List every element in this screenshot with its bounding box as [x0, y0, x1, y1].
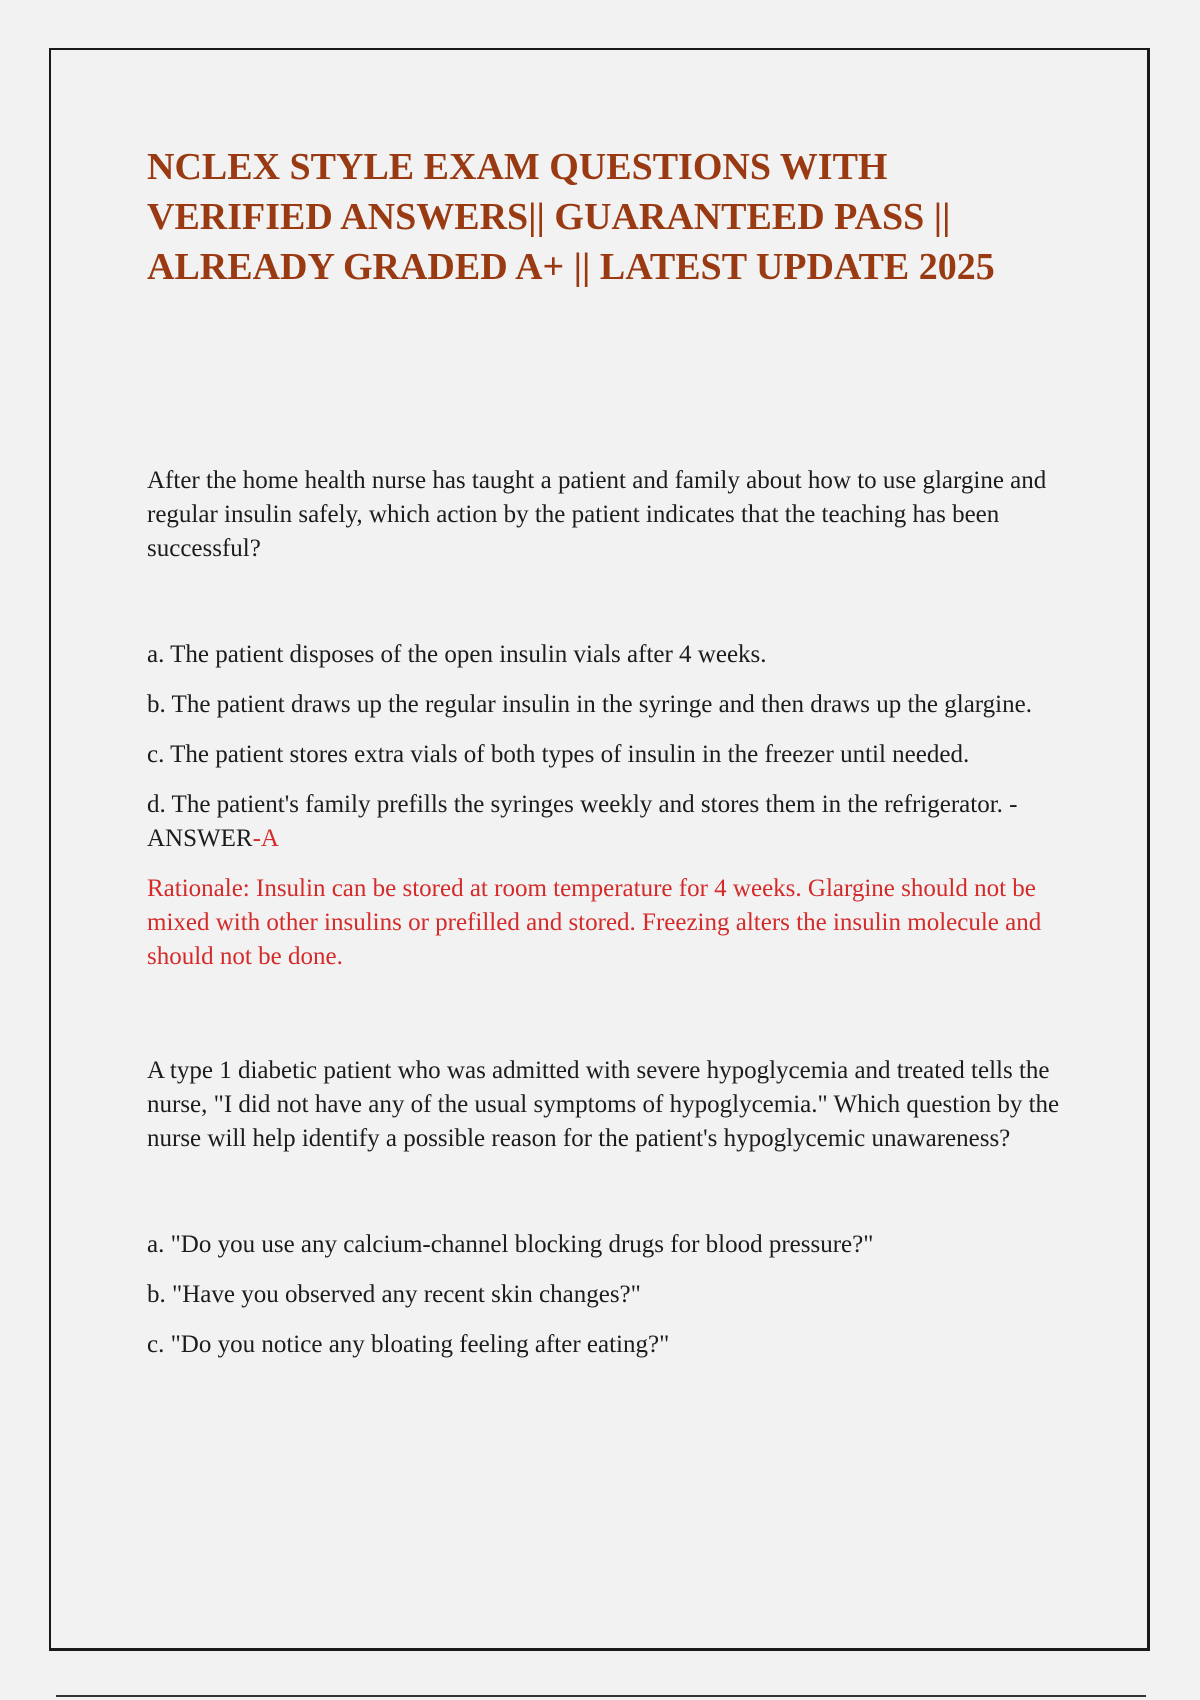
question-1-option-a: a. The patient disposes of the open insulin vials after 4 weeks.	[147, 641, 767, 668]
question-2-option-c: c. "Do you notice any bloating feeling after eating?"	[147, 1331, 670, 1358]
question-2-option-a: a. "Do you use any calcium-channel blocking drugs for blood pressure?"	[147, 1231, 874, 1258]
question-1-option-c: c. The patient stores extra vials of both types of insulin in the freezer until needed.	[147, 741, 970, 768]
question-1-answer-marker: -A	[252, 825, 279, 852]
question-2-text: A type 1 diabetic patient who was admitted with severe hypoglycemia and treated tells the nurse, "I did not have any of the usual symptoms of hypoglycemia." Which question by the nurse will help identify a possible reason for the patient's hypoglycemic unawareness?	[147, 1057, 1060, 1152]
question-1-options	[147, 638, 1107, 856]
question-1-option-b: b. The patient draws up the regular insulin in the syringe and then draws up the glargine.	[147, 691, 1032, 718]
question-2-options	[147, 1228, 1107, 1362]
question-1-rationale: Rationale: Insulin can be stored at room temperature for 4 weeks. Glargine should not be mixed with other insulins or prefilled and stored. Freezing alters the insulin molecule and should not be done.	[147, 875, 1042, 970]
question-1-option-d-text: d. The patient's family prefills the syringes weekly and stores them in the refrigerator. - ANSWER	[147, 791, 1018, 852]
question-2	[147, 1054, 1107, 1362]
question-2-option-b: b. "Have you observed any recent skin changes?"	[147, 1281, 641, 1308]
page-frame	[49, 48, 1150, 1651]
question-1	[147, 464, 1107, 974]
question-1-text: After the home health nurse has taught a patient and family about how to use glargine and regular insulin safely, which action by the patient indicates that the teaching has been successful?	[147, 467, 1047, 562]
next-page-top-border	[56, 1695, 1146, 1697]
question-1-option-d	[147, 788, 1077, 856]
page-content	[147, 142, 1107, 1378]
document-title: NCLEX STYLE EXAM QUESTIONS WITH VERIFIED ANSWERS|| GUARANTEED PASS || ALREADY GRADED A+ || LATEST UPDATE 2025	[147, 146, 995, 288]
